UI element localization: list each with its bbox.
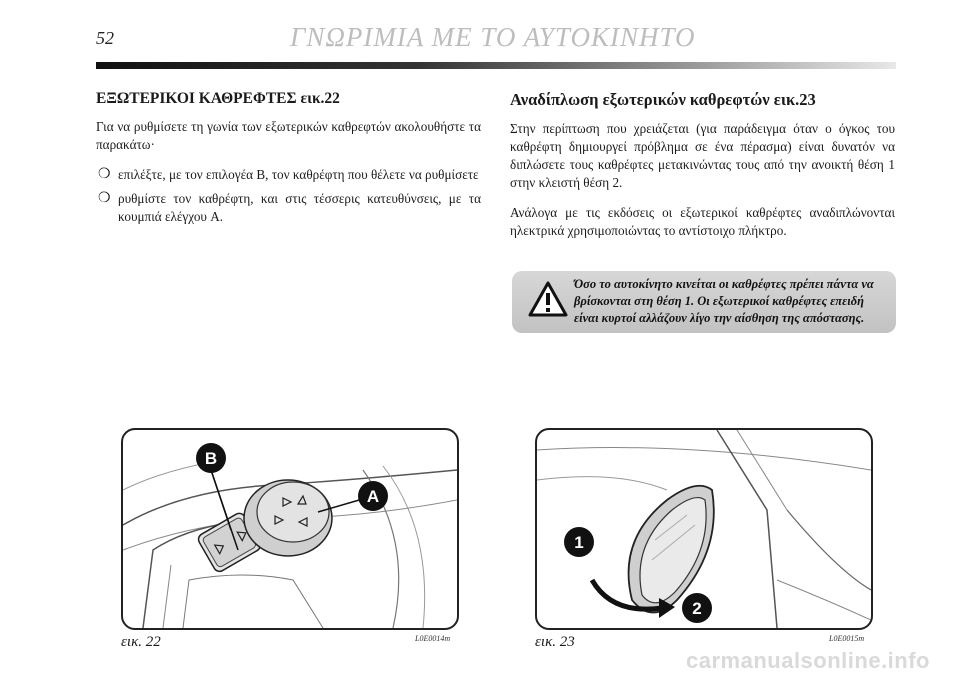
label-1: 1 <box>574 533 584 552</box>
bullet-circle-icon: ❍ <box>98 191 111 206</box>
figure-23-code: L0E0015m <box>829 634 865 643</box>
mirror-control-illustration <box>123 430 457 628</box>
page-number: 52 <box>96 28 114 48</box>
header-rule <box>96 62 896 69</box>
figure-23-caption: εικ. 23 <box>535 634 575 650</box>
bullet-circle-icon: ❍ <box>98 167 111 182</box>
figure-23-mirror-folding <box>535 428 873 630</box>
running-title: ΓΝΩΡΙΜΙΑ ΜΕ ΤΟ ΑΥΤΟΚΙΝΗΤΟ <box>290 22 696 52</box>
exterior-mirrors-heading: ΕΞΩΤΕΡΙΚΟΙ ΚΑΘΡΕΦΤΕΣ εικ.22 <box>96 90 340 107</box>
label-b: B <box>204 449 218 468</box>
list-item <box>96 166 481 184</box>
right-column <box>510 90 895 252</box>
list-item <box>96 190 481 226</box>
folding-paragraph-2: Ανάλογα με τις εκδόσεις οι εξωτερικοί καθρέφτες αναδιπλώνονται ηλεκτρικά χρησιμοποιώντας το αντίστοιχο πλήκτρο. <box>510 205 895 238</box>
mirror-folding-illustration <box>537 430 871 628</box>
figure-22-caption: εικ. 22 <box>121 634 161 650</box>
adjust-intro: Για να ρυθμίσετε τη γωνία των εξωτερικών καθρεφτών ακολουθήστε τα παρακάτω· <box>96 119 481 152</box>
left-column <box>96 90 481 232</box>
warning-triangle-icon <box>528 281 568 317</box>
list-item-text: ρυθμίστε τον καθρέφτη, και στις τέσσερις κατευθύνσεις, με τα κουμπιά ελέγχου A. <box>118 191 481 224</box>
list-item-text: επιλέξτε, με τον επιλογέα B, τον καθρέφτη που θέλετε να ρυθμίσετε <box>118 167 479 182</box>
figure-22-mirror-controls <box>121 428 459 630</box>
watermark: carmanualsonline.info <box>686 648 930 673</box>
mirror-folding-heading: Αναδίπλωση εξωτερικών καθρεφτών εικ.23 <box>510 90 816 109</box>
label-a: A <box>366 487 380 506</box>
warning-text: Όσο το αυτοκίνητο κινείται οι καθρέφτες πρέπει πάντα να βρίσκονται στη θέση 1. Οι εξωτερικοί καθρέφτες επειδή είναι κυρτοί αλλάζουν λίγο την αίσθηση της απόστασης. <box>574 277 874 325</box>
label-2: 2 <box>692 599 702 618</box>
warning-box <box>512 271 896 333</box>
figure-22-code: L0E0014m <box>415 634 451 643</box>
folding-paragraph-1: Στην περίπτωση που χρειάζεται (για παράδειγμα όταν ο όγκος του καθρέφτη δημιουργεί πρόβλημα σε ένα πέρασμα) είναι δυνατόν να διπλώσετε τους καθρέφτες μετακινώντας τους από την ανοικτή θέση 1 στην κλειστή θέση 2. <box>510 121 895 190</box>
adjust-steps-list <box>96 166 481 226</box>
